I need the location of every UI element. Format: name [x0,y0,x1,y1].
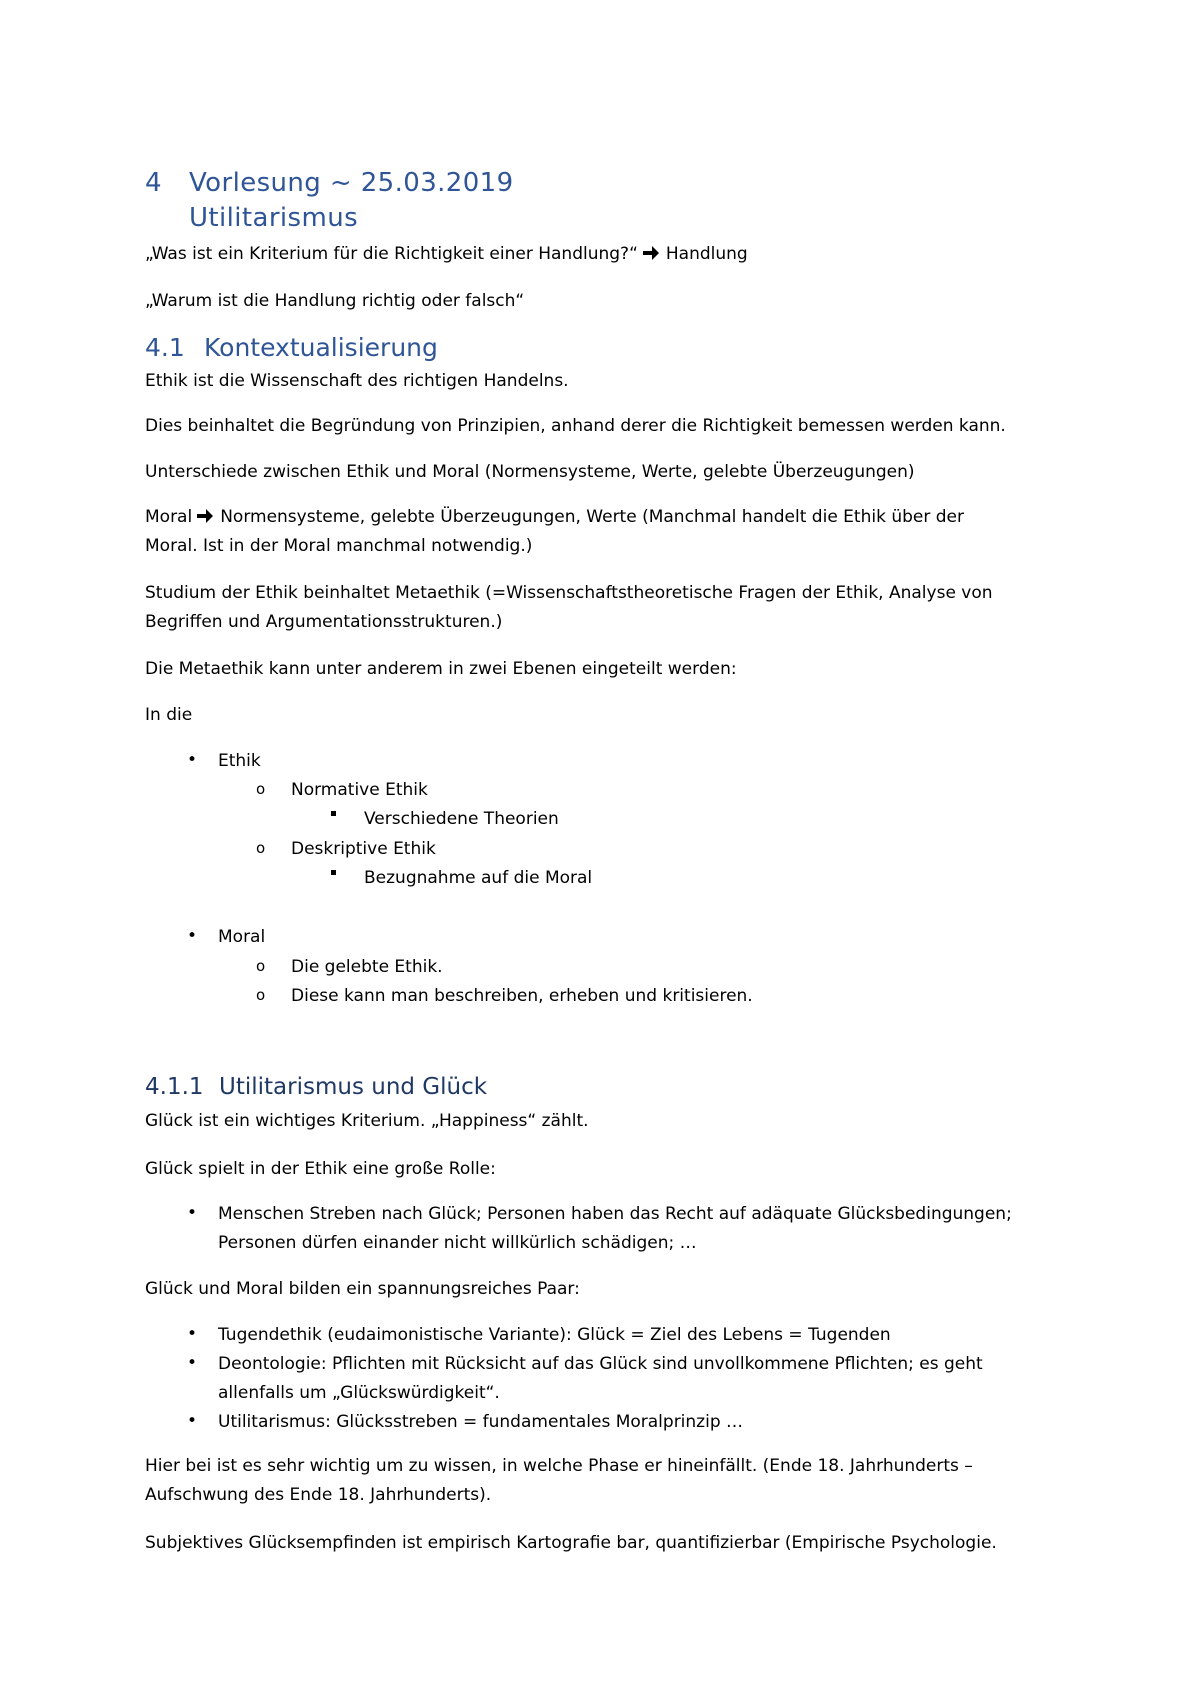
paragraph-moral-line2: Moral. Ist in der Moral manchmal notwendig.) [145,536,533,556]
arrow-right-icon [642,245,660,261]
paragraph: Glück und Moral bilden ein spannungsreiches Paar: [145,1279,580,1299]
list-item: Ethik [218,751,261,771]
list-item-line: Menschen Streben nach Glück; Personen haben das Recht auf adäquate Glücksbedingungen; [218,1204,1012,1224]
bullet-icon: • [187,1411,198,1431]
heading-subtitle: Utilitarismus [189,203,359,233]
paragraph-metaethik-line2: Begriffen und Argumentationsstrukturen.) [145,612,503,632]
paragraph-line: Aufschwung des Ende 18. Jahrhunderts). [145,1485,492,1505]
list-item-line: Personen dürfen einander nicht willkürlich schädigen; … [218,1233,697,1253]
intro-question-2: „Warum ist die Handlung richtig oder falsch“ [145,291,525,311]
intro-question-text: „Was ist ein Kriterium für die Richtigkeit einer Handlung?“ [145,244,638,264]
list-item: Die gelebte Ethik. [291,957,443,977]
bullet-icon: • [187,1324,198,1344]
paragraph: Subjektives Glücksempfinden ist empirisch Kartografie bar, quantifizierbar (Empirische Psychologie. [145,1533,997,1553]
moral-rest: Normensysteme, gelebte Überzeugungen, Werte (Manchmal handelt die Ethik über der [220,507,964,527]
list-item: Bezugnahme auf die Moral [364,868,593,888]
circle-bullet-icon: o [256,839,266,857]
paragraph-line: Hier bei ist es sehr wichtig um zu wissen, in welche Phase er hineinfällt. (Ende 18. Jahrhunderts – [145,1456,973,1476]
paragraph: Dies beinhaltet die Begründung von Prinzipien, anhand derer die Richtigkeit bemessen werden kann. [145,416,1006,436]
subsection-number: 4.1.1 [145,1074,204,1100]
bullet-icon: • [187,1203,198,1223]
bullet-icon: • [187,750,198,770]
list-item: Moral [218,927,266,947]
paragraph: Unterschiede zwischen Ethik und Moral (Normensysteme, Werte, gelebte Überzeugungen) [145,462,915,482]
list-item-line: Deontologie: Pflichten mit Rücksicht auf das Glück sind unvollkommene Pflichten; es geht [218,1354,983,1374]
circle-bullet-icon: o [256,957,266,975]
paragraph-metaethik-line1: Studium der Ethik beinhaltet Metaethik (=Wissenschaftstheoretische Fragen der Ethik, Analyse von [145,583,993,603]
bullet-icon: • [187,1353,198,1373]
intro-question-result: Handlung [665,244,748,264]
moral-lead: Moral [145,507,193,527]
subsection-title: Utilitarismus und Glück [219,1074,488,1100]
circle-bullet-icon: o [256,780,266,798]
list-item: Normative Ethik [291,780,428,800]
circle-bullet-icon: o [256,986,266,1004]
list-item: Verschiedene Theorien [364,809,559,829]
paragraph: In die [145,705,193,725]
paragraph: Glück spielt in der Ethik eine große Rolle: [145,1159,496,1179]
arrow-right-icon [196,508,214,524]
square-bullet-icon [331,811,336,816]
paragraph: Ethik ist die Wissenschaft des richtigen Handelns. [145,371,569,391]
bullet-icon: • [187,926,198,946]
paragraph-moral-line1 [145,507,964,527]
list-item-line: allenfalls um „Glückswürdigkeit“. [218,1383,500,1403]
section-number: 4.1 [145,333,185,362]
heading-title: Vorlesung ~ 25.03.2019 [189,168,514,198]
list-item: Deskriptive Ethik [291,839,436,859]
list-item: Utilitarismus: Glücksstreben = fundamentales Moralprinzip … [218,1412,744,1432]
intro-question-line [145,244,748,264]
list-item: Tugendethik (eudaimonistische Variante): Glück = Ziel des Lebens = Tugenden [218,1325,891,1345]
paragraph: Die Metaethik kann unter anderem in zwei Ebenen eingeteilt werden: [145,659,737,679]
square-bullet-icon [331,870,336,875]
section-title: Kontextualisierung [204,333,438,362]
heading-number: 4 [145,168,162,198]
paragraph: Glück ist ein wichtiges Kriterium. „Happiness“ zählt. [145,1111,589,1131]
list-item: Diese kann man beschreiben, erheben und kritisieren. [291,986,753,1006]
